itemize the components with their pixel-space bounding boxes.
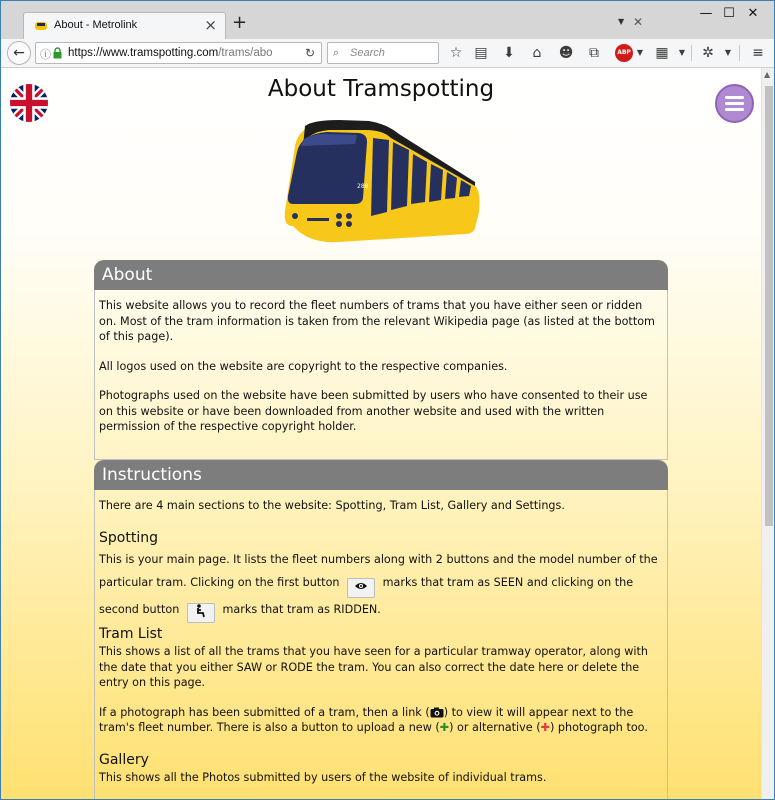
tab-about-metrolink[interactable] bbox=[23, 12, 226, 39]
camera-icon bbox=[430, 707, 444, 718]
adblock-dropdown-icon[interactable]: ▼ bbox=[636, 48, 644, 57]
tab-close-faded-icon: ✕ bbox=[633, 15, 644, 29]
page-title: About Tramspotting bbox=[267, 76, 495, 102]
download-icon[interactable]: ⬇ bbox=[503, 45, 515, 61]
hamburger-menu-icon[interactable]: ≡ bbox=[752, 45, 764, 61]
back-icon[interactable]: ← bbox=[7, 41, 31, 65]
url-text: https://www.tramspotting.com/trams/abo bbox=[68, 47, 273, 59]
minimize-button[interactable]: — bbox=[699, 6, 713, 21]
ridden-button-example[interactable] bbox=[187, 603, 215, 623]
lock-icon bbox=[53, 47, 62, 59]
about-paragraph: All logos used on the website are copyright to the respective companies. bbox=[99, 359, 508, 373]
smiley-icon[interactable]: ☻ bbox=[558, 45, 574, 61]
page-viewport bbox=[1, 68, 761, 800]
search-placeholder: Search bbox=[350, 47, 385, 59]
alternative-photo-icon: ✚ bbox=[540, 721, 550, 734]
search-input[interactable] bbox=[327, 42, 439, 64]
bug-icon[interactable]: ✲ bbox=[702, 45, 714, 61]
spotting-heading: Spotting bbox=[99, 530, 158, 546]
seen-button-example[interactable] bbox=[347, 578, 375, 598]
search-icon: ⌕ bbox=[333, 46, 340, 59]
spotting-body: This is your main page. It lists the fleet numbers along with 2 buttons and the model number of the particular tram. Clicking on the first button marks that tram as SEEN and clicking on the second button marks that tram as RIDDEN. bbox=[99, 548, 661, 623]
bug-dropdown-icon[interactable]: ▼ bbox=[724, 48, 732, 57]
about-paragraph: Photographs used on the website have been submitted by users who have consented to their use on this website or have been downloaded from another website and used with the written permission of the respective copyright holder. bbox=[99, 389, 648, 433]
url-bar[interactable] bbox=[35, 42, 322, 64]
page-scrollbar[interactable] bbox=[761, 68, 775, 800]
close-window-button[interactable]: ✕ bbox=[747, 6, 759, 21]
maximize-button[interactable]: ☐ bbox=[723, 6, 735, 21]
info-icon[interactable]: ⓘ bbox=[40, 49, 51, 61]
tram-list-heading: Tram List bbox=[99, 626, 163, 642]
toolbar-separator bbox=[691, 45, 692, 61]
star-icon[interactable]: ☆ bbox=[449, 45, 463, 61]
reading-list-icon[interactable]: ▤ bbox=[474, 45, 488, 61]
gallery-heading: Gallery bbox=[99, 752, 149, 768]
tram-fleet-label: 288 bbox=[357, 183, 369, 190]
tab-title: About - Metrolink bbox=[54, 19, 138, 31]
tab-list-dropdown-icon[interactable]: ▼ bbox=[618, 17, 625, 26]
add-photo-icon: ✚ bbox=[439, 721, 450, 734]
tram-illustration bbox=[279, 116, 483, 244]
scrollbar-thumb[interactable] bbox=[765, 86, 773, 526]
seated-passenger-icon bbox=[195, 604, 207, 618]
tram-favicon-icon bbox=[34, 19, 48, 33]
adblock-icon[interactable]: ABP bbox=[615, 44, 633, 62]
reload-icon[interactable]: ↻ bbox=[304, 46, 315, 60]
extension-icon[interactable]: ⧉ bbox=[589, 45, 599, 61]
instructions-heading: Instructions bbox=[94, 460, 668, 490]
eye-icon bbox=[354, 581, 368, 591]
toolbar-separator bbox=[739, 45, 740, 61]
title-bar bbox=[1, 1, 774, 39]
gallery-body: This shows all the Photos submitted by users of the website of individual trams. bbox=[99, 771, 547, 784]
about-paragraph: This website allows you to record the fleet numbers of trams that you have either seen or ridden on. Most of the tram information is taken from the relevant Wikipedia page (as listed at the bottom of this page). bbox=[99, 299, 655, 343]
nav-toolbar bbox=[1, 39, 774, 68]
colorzilla-dropdown-icon[interactable]: ▼ bbox=[678, 48, 686, 57]
home-icon[interactable]: ⌂ bbox=[532, 45, 542, 61]
about-body bbox=[99, 298, 661, 435]
colorzilla-icon[interactable]: ▦ bbox=[655, 45, 669, 61]
instructions-intro: There are 4 main sections to the website: Spotting, Tram List, Gallery and Settings. bbox=[99, 499, 565, 512]
about-heading: About bbox=[94, 260, 668, 290]
tram-list-body: This shows a list of all the trams that you have seen for a particular tramway operator, along with the date that you either SAW or RODE the tram. You can also correct the date here or delete the entry on this page. If a photograph has been submitted of a tram, then a link ( ) to view it will appear next to the tram's fleet number. There is also a button to upload a new (✚) or alternative (✚) photograph too. bbox=[99, 645, 648, 734]
new-tab-button[interactable]: + bbox=[232, 12, 248, 33]
close-tab-icon[interactable]: × bbox=[204, 16, 217, 34]
scroll-up-icon[interactable]: ▲ bbox=[764, 70, 771, 79]
